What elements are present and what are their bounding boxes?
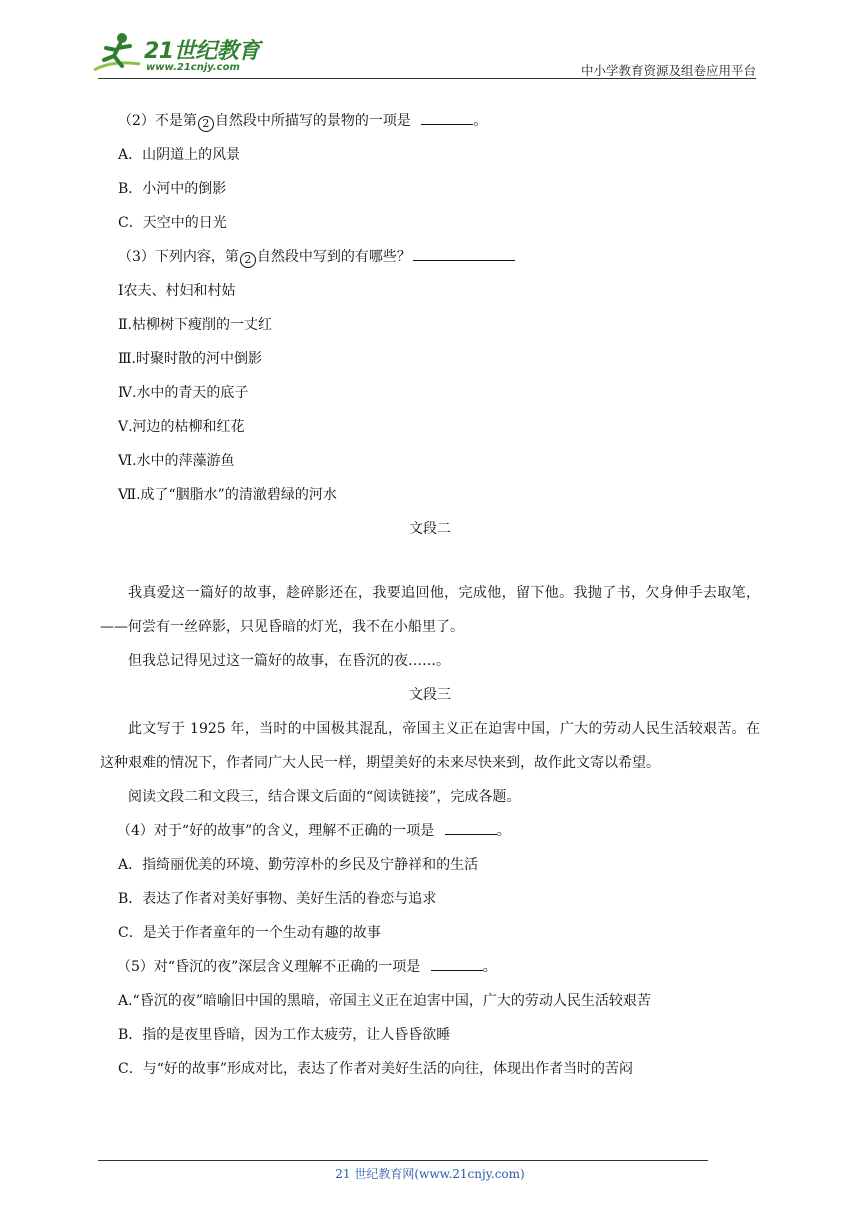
option-c: C．是关于作者童年的一个生动有趣的故事 [118, 925, 381, 941]
q4-text: （4）对于“好的故事”的含义，理解不正确的一项是 [117, 823, 435, 839]
question-4 [100, 814, 760, 848]
q2-end: 。 [473, 113, 488, 129]
list-item: Ⅶ.成了“胭脂水”的清澈碧绿的河水 [118, 487, 337, 503]
circled-number: 2 [240, 252, 256, 268]
list-item: Ⅵ.水中的萍藻游鱼 [118, 453, 235, 469]
answer-blank[interactable] [431, 956, 483, 971]
option-a: A.“昏沉的夜”暗喻旧中国的黑暗，帝国主义正在迫害中国，广大的劳动人民生活较艰苦 [118, 993, 651, 1009]
option-c: C．与“好的故事”形成对比，表达了作者对美好生活的向往，体现出作者当时的苦闷 [118, 1061, 634, 1077]
list-item: Ⅲ.时聚时散的河中倒影 [118, 351, 262, 367]
q3-prefix: （3）下列内容，第 [118, 249, 239, 265]
footer-divider [98, 1160, 708, 1161]
q2-suffix: 自然段中所描写的景物的一项是 [214, 113, 411, 129]
question-2 [100, 104, 760, 138]
document-body [100, 104, 760, 1086]
answer-blank[interactable] [413, 246, 515, 261]
platform-name: 中小学教育资源及组卷应用平台 [580, 63, 756, 78]
option-b: B．表达了作者对美好事物、美好生活的眷恋与追求 [118, 891, 437, 907]
paragraph: 我真爱这一篇好的故事，趁碎影还在，我要追回他，完成他，留下他。我抛了书，欠身伸手去取笔，——何尝有一丝碎影，只见昏暗的灯光，我不在小船里了。 [100, 585, 760, 635]
option-c: C．天空中的日光 [118, 215, 227, 231]
circled-number: 2 [198, 116, 214, 132]
q5-end: 。 [482, 959, 497, 975]
q2-prefix: （2）不是第 [118, 113, 197, 129]
logo-url: www.21cnjy.com [146, 62, 240, 73]
question-3 [100, 240, 760, 274]
answer-blank[interactable] [421, 110, 473, 125]
option-a: A．山阴道上的风景 [118, 147, 241, 163]
spacer [100, 546, 760, 576]
option-b: B．指的是夜里昏暗，因为工作太疲劳，让人昏昏欲睡 [118, 1027, 451, 1043]
section-title: 文段三 [409, 687, 451, 703]
q3-suffix: 自然段中写到的有哪些？ [256, 249, 411, 265]
list-item: Ⅱ.枯柳树下瘦削的一丈红 [118, 317, 272, 333]
list-item: Ⅴ.河边的枯柳和红花 [118, 419, 245, 435]
logo-text: 21世纪教育 [144, 39, 260, 64]
list-item: Ⅳ.水中的青天的底子 [118, 385, 249, 401]
question-5 [100, 950, 760, 984]
q5-text: （5）对“昏沉的夜”深层含义理解不正确的一项是 [117, 959, 421, 975]
page-header [0, 0, 860, 80]
header-divider [98, 78, 756, 79]
paragraph: 此文写于 1925 年，当时的中国极其混乱，帝国主义正在迫害中国，广大的劳动人民生活较艰苦。在这种艰难的情况下，作者同广大人民一样，期望美好的未来尽快来到，故作此文寄以希望。 [100, 721, 760, 771]
paragraph: 阅读文段二和文段三，结合课文后面的“阅读链接”，完成各题。 [128, 789, 521, 805]
section-title: 文段二 [409, 521, 451, 537]
runner-logo-icon [92, 30, 144, 76]
answer-blank[interactable] [445, 820, 497, 835]
option-a: A．指绮丽优美的环境、勤劳淳朴的乡民及宁静祥和的生活 [118, 857, 479, 873]
list-item: Ⅰ农夫、村妇和村姑 [118, 283, 236, 299]
paragraph: 但我总记得见过这一篇好的故事，在昏沉的夜……。 [128, 653, 450, 669]
option-b: B．小河中的倒影 [118, 181, 227, 197]
footer-link[interactable]: 21 世纪教育网(www.21cnjy.com) [335, 1167, 525, 1181]
logo [92, 30, 262, 78]
q4-end: 。 [496, 823, 511, 839]
